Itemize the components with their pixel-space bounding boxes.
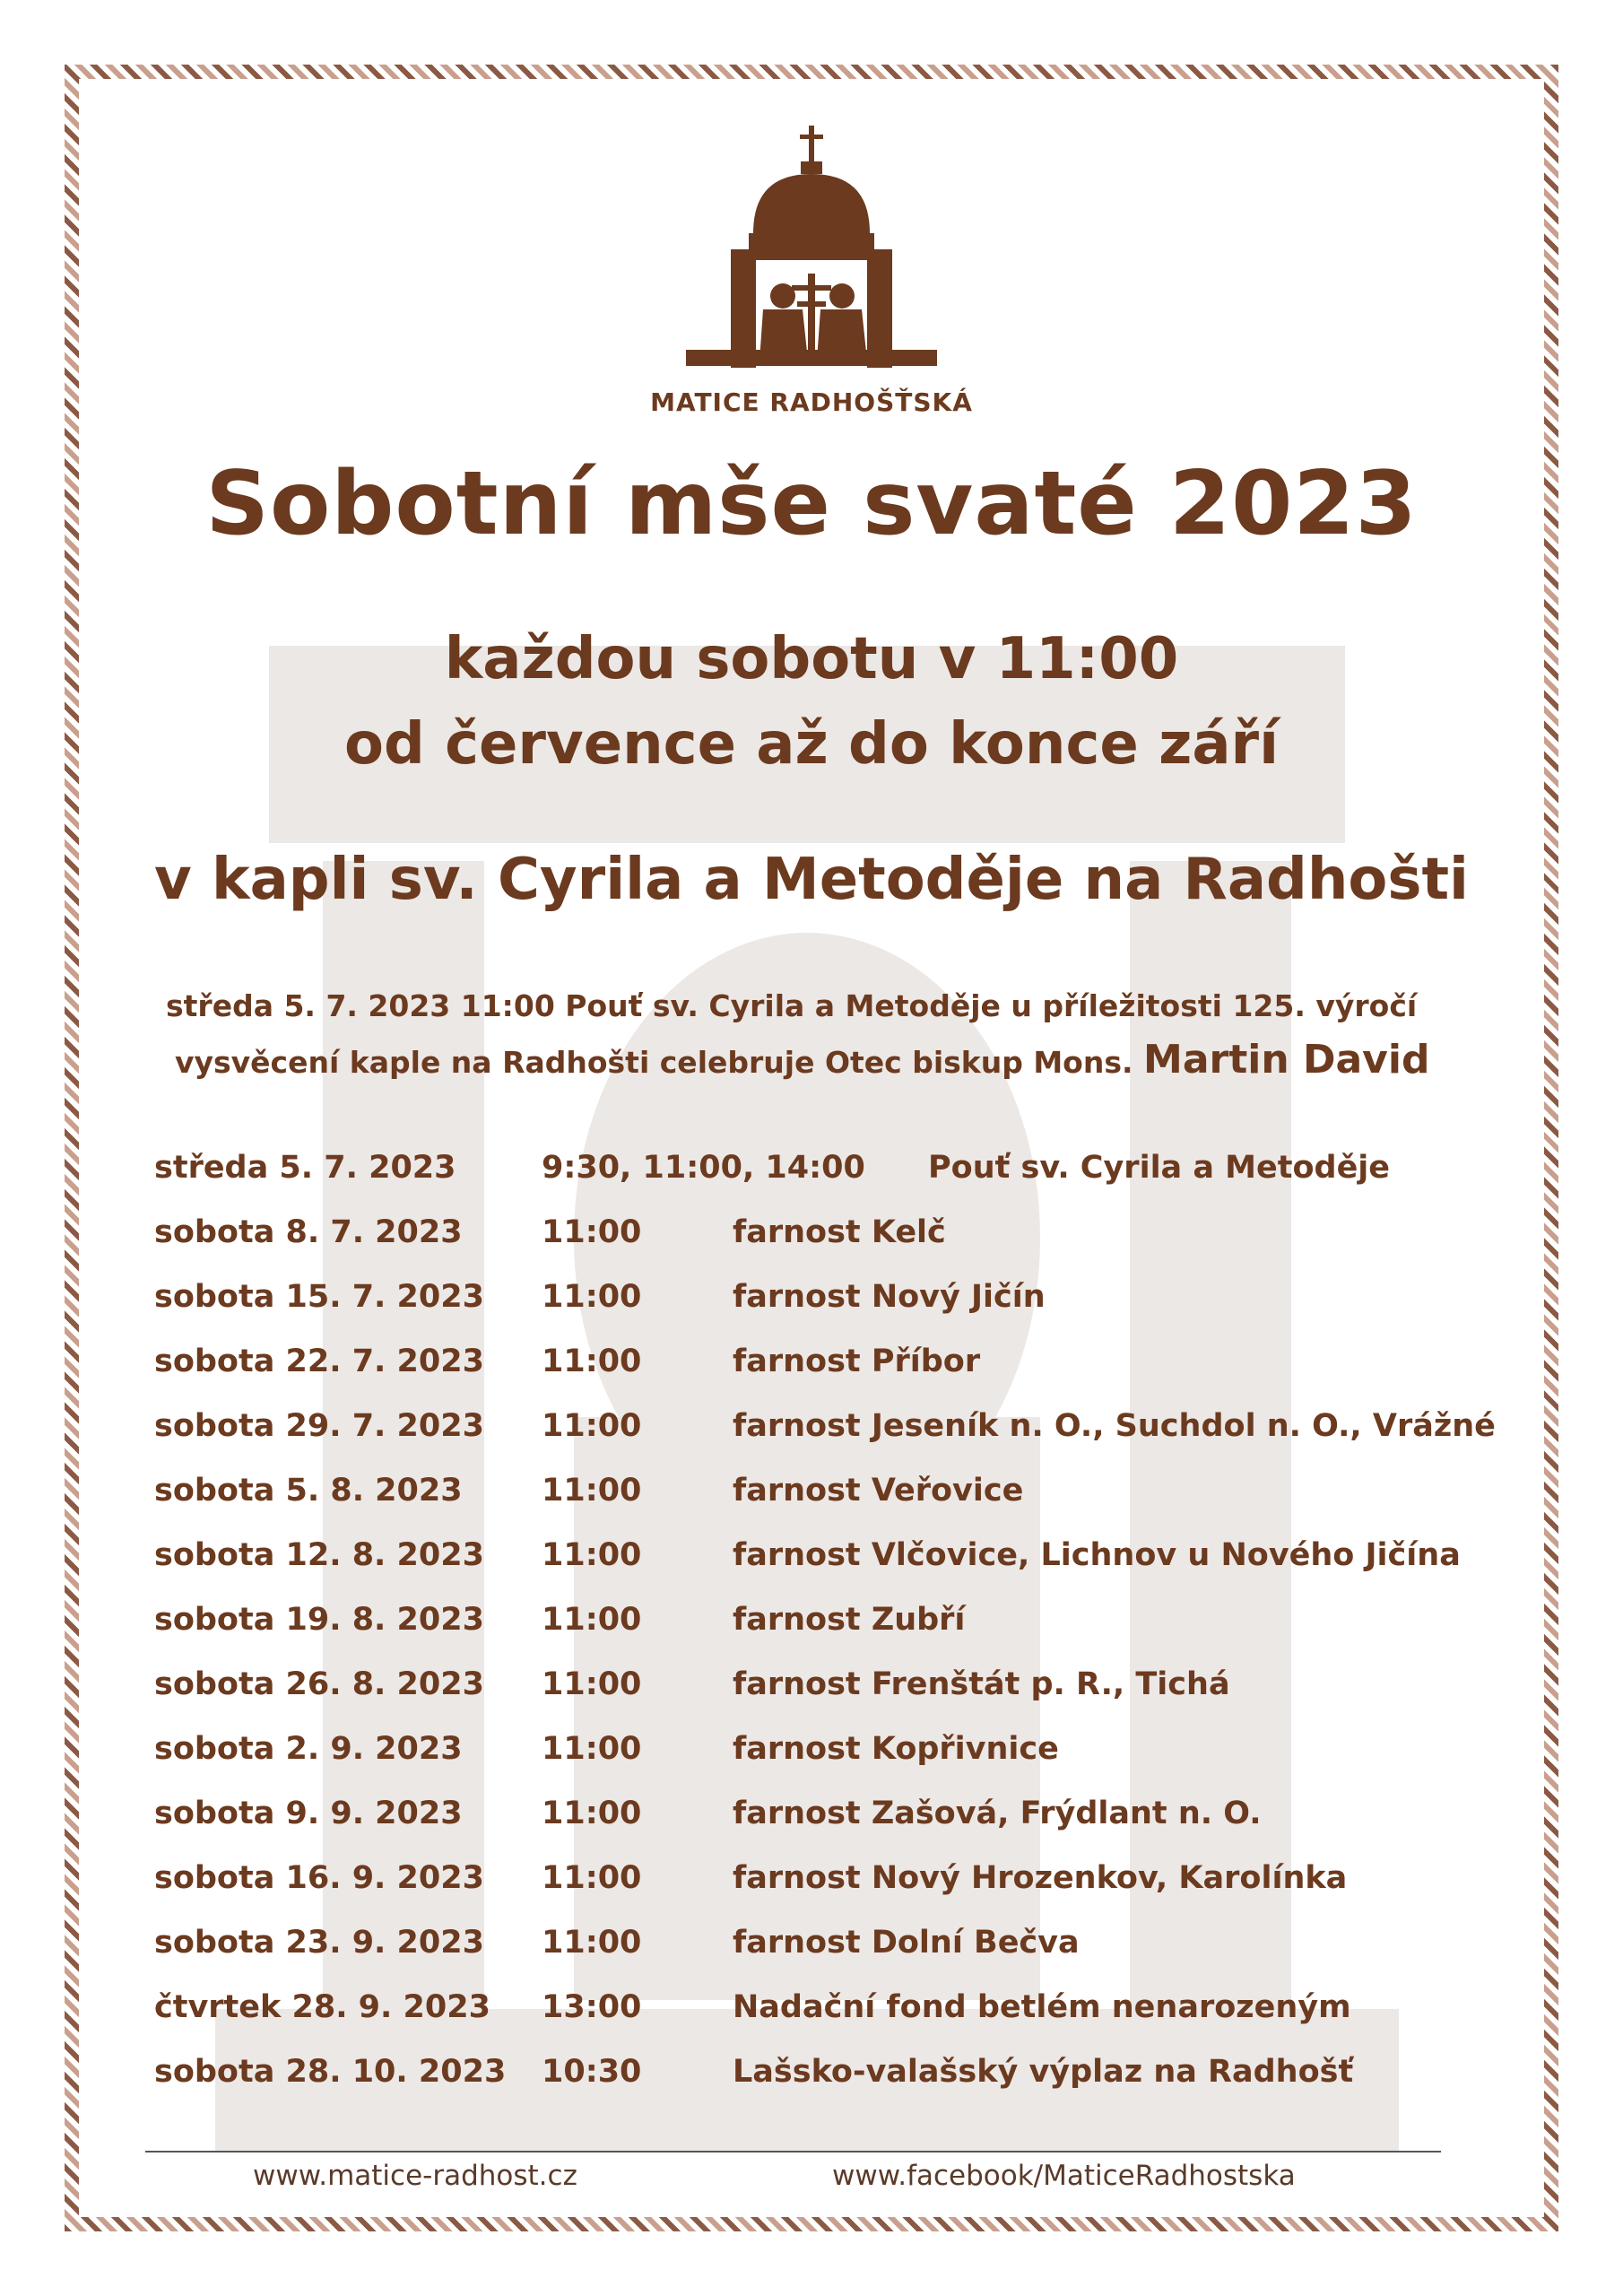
schedule-date: sobota 5. 8. 2023 bbox=[154, 1473, 463, 1509]
page-title: Sobotní mše svaté 2023 bbox=[205, 453, 1418, 555]
schedule-description: farnost Jeseník n. O., Suchdol n. O., Vrážné bbox=[733, 1408, 1496, 1444]
schedule-date: středa 5. 7. 2023 bbox=[154, 1150, 456, 1186]
schedule-description: Pouť sv. Cyrila a Metoděje bbox=[928, 1150, 1391, 1186]
pilgrimage-notice bbox=[166, 979, 1457, 1090]
schedule-date: sobota 19. 8. 2023 bbox=[154, 1602, 484, 1638]
schedule-time: 11:00 bbox=[542, 1731, 642, 1767]
schedule-date: sobota 2. 9. 2023 bbox=[154, 1731, 463, 1767]
schedule-description: farnost Zašová, Frýdlant n. O. bbox=[733, 1796, 1262, 1831]
notice-line-2 bbox=[166, 1033, 1457, 1090]
schedule-description: Lašsko-valašský výplaz na Radhošť bbox=[733, 2054, 1354, 2090]
schedule-date: sobota 9. 9. 2023 bbox=[154, 1796, 463, 1831]
schedule-date: sobota 28. 10. 2023 bbox=[154, 2054, 507, 2090]
schedule-row bbox=[154, 1731, 1499, 1796]
matice-radhostska-logo bbox=[677, 126, 946, 422]
schedule-time: 13:00 bbox=[542, 1989, 642, 2025]
schedule-description: farnost Vlčovice, Lichnov u Nového Jičína bbox=[733, 1537, 1461, 1573]
schedule-row bbox=[154, 1666, 1499, 1731]
schedule-date: sobota 23. 9. 2023 bbox=[154, 1925, 484, 1961]
notice-line-1: středa 5. 7. 2023 11:00 Pouť sv. Cyrila a Metoděje u příležitosti 125. výročí bbox=[166, 988, 1418, 1023]
schedule-description: farnost Frenštát p. R., Tichá bbox=[733, 1666, 1230, 1702]
schedule-description: farnost Kelč bbox=[733, 1214, 946, 1250]
schedule-date: sobota 12. 8. 2023 bbox=[154, 1537, 484, 1573]
schedule-time: 11:00 bbox=[542, 1408, 642, 1444]
schedule-time: 11:00 bbox=[542, 1796, 642, 1831]
footer-divider bbox=[145, 2151, 1441, 2152]
schedule-row bbox=[154, 1602, 1499, 1666]
schedule-time: 11:00 bbox=[542, 1537, 642, 1573]
schedule-date: sobota 26. 8. 2023 bbox=[154, 1666, 484, 1702]
facebook-link[interactable]: www.facebook/MaticeRadhostska bbox=[832, 2160, 1296, 2192]
celebrant-name: Martin David bbox=[1143, 1037, 1430, 1083]
schedule-row bbox=[154, 1473, 1499, 1537]
schedule-time: 10:30 bbox=[542, 2054, 642, 2090]
mass-schedule-table bbox=[154, 1150, 1499, 2118]
schedule-description: farnost Kopřivnice bbox=[733, 1731, 1059, 1767]
schedule-description: Nadační fond betlém nenarozeným bbox=[733, 1989, 1351, 2025]
schedule-row bbox=[154, 1279, 1499, 1344]
schedule-row bbox=[154, 1214, 1499, 1279]
schedule-date: čtvrtek 28. 9. 2023 bbox=[154, 1989, 490, 2025]
schedule-date: sobota 15. 7. 2023 bbox=[154, 1279, 484, 1315]
schedule-time: 11:00 bbox=[542, 1214, 642, 1250]
schedule-time: 11:00 bbox=[542, 1279, 642, 1315]
schedule-time: 11:00 bbox=[542, 1344, 642, 1379]
schedule-row bbox=[154, 2054, 1499, 2118]
schedule-row bbox=[154, 1796, 1499, 1860]
schedule-time: 11:00 bbox=[542, 1860, 642, 1896]
schedule-row bbox=[154, 1989, 1499, 2054]
schedule-row bbox=[154, 1537, 1499, 1602]
schedule-row bbox=[154, 1860, 1499, 1925]
schedule-time: 11:00 bbox=[542, 1925, 642, 1961]
schedule-time: 11:00 bbox=[542, 1473, 642, 1509]
schedule-row bbox=[154, 1344, 1499, 1408]
schedule-description: farnost Nový Hrozenkov, Karolínka bbox=[733, 1860, 1348, 1896]
notice-line-2-text: vysvěcení kaple na Radhošti celebruje Otec biskup Mons. bbox=[175, 1045, 1133, 1080]
schedule-date: sobota 8. 7. 2023 bbox=[154, 1214, 463, 1250]
schedule-date: sobota 16. 9. 2023 bbox=[154, 1860, 484, 1896]
schedule-date: sobota 22. 7. 2023 bbox=[154, 1344, 484, 1379]
schedule-row bbox=[154, 1408, 1499, 1473]
schedule-description: farnost Nový Jičín bbox=[733, 1279, 1046, 1315]
schedule-row bbox=[154, 1150, 1499, 1214]
subtitle-line-2: od července až do konce září bbox=[344, 711, 1279, 778]
schedule-description: farnost Dolní Bečva bbox=[733, 1925, 1080, 1961]
logo-wordmark: MATICE RADHOŠŤSKÁ bbox=[650, 387, 973, 417]
schedule-time: 11:00 bbox=[542, 1602, 642, 1638]
website-link[interactable]: www.matice-radhost.cz bbox=[253, 2160, 577, 2192]
subtitle-line-1: každou sobotu v 11:00 bbox=[444, 626, 1179, 692]
schedule-description: farnost Zubří bbox=[733, 1602, 966, 1638]
schedule-description: farnost Veřovice bbox=[733, 1473, 1024, 1509]
subtitle-line-3: v kapli sv. Cyrila a Metoděje na Radhošti bbox=[154, 847, 1469, 913]
schedule-date: sobota 29. 7. 2023 bbox=[154, 1408, 484, 1444]
schedule-row bbox=[154, 1925, 1499, 1989]
schedule-description: farnost Příbor bbox=[733, 1344, 981, 1379]
schedule-time: 9:30, 11:00, 14:00 bbox=[542, 1150, 865, 1186]
schedule-time: 11:00 bbox=[542, 1666, 642, 1702]
